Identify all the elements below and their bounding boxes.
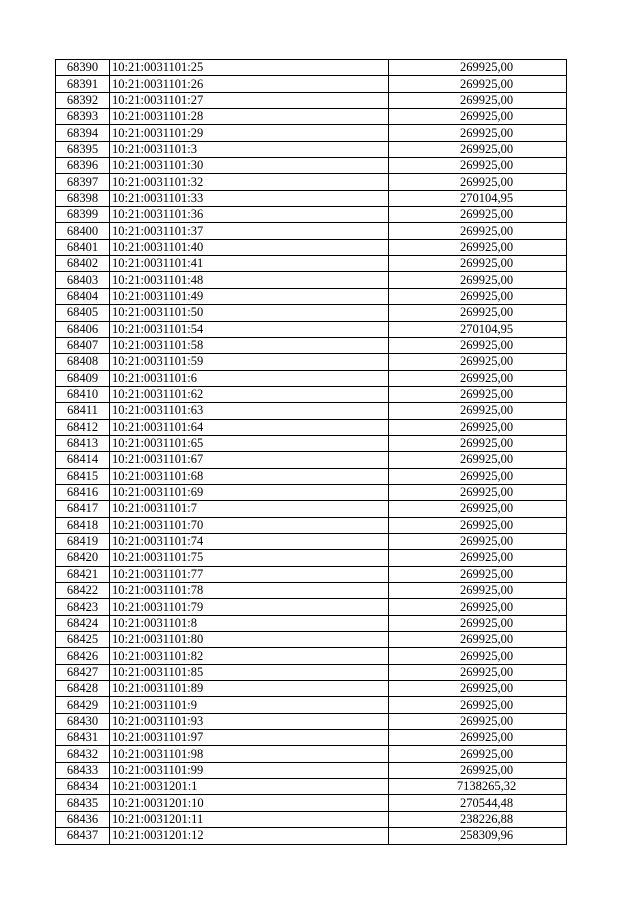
table-row (56, 337, 567, 353)
table-row (56, 223, 567, 239)
table-row (56, 321, 567, 337)
cadastral-value-cell: 270104,95 (389, 321, 567, 337)
cadastral-value-cell: 269925,00 (389, 435, 567, 451)
row-number-cell: 68403 (56, 272, 110, 288)
cadastral-number-cell: 10:21:0031101:75 (110, 550, 389, 566)
table-row (56, 141, 567, 157)
cadastral-value-cell: 269925,00 (389, 92, 567, 108)
cadastral-value-cell: 7138265,32 (389, 779, 567, 795)
cadastral-value-cell: 269925,00 (389, 468, 567, 484)
row-number-cell: 68415 (56, 468, 110, 484)
cadastral-number-cell: 10:21:0031101:82 (110, 648, 389, 664)
row-number-cell: 68404 (56, 288, 110, 304)
cadastral-value-cell: 258309,96 (389, 828, 567, 844)
cadastral-value-cell: 269925,00 (389, 664, 567, 680)
cadastral-number-cell: 10:21:0031101:58 (110, 337, 389, 353)
row-number-cell: 68408 (56, 354, 110, 370)
row-number-cell: 68426 (56, 648, 110, 664)
row-number-cell: 68401 (56, 239, 110, 255)
cadastral-number-cell: 10:21:0031101:64 (110, 419, 389, 435)
table-row (56, 648, 567, 664)
cadastral-value-cell: 269925,00 (389, 403, 567, 419)
cadastral-value-cell: 269925,00 (389, 141, 567, 157)
cadastral-value-cell: 269925,00 (389, 762, 567, 778)
cadastral-number-cell: 10:21:0031201:12 (110, 828, 389, 844)
row-number-cell: 68402 (56, 256, 110, 272)
cadastral-number-cell: 10:21:0031101:9 (110, 697, 389, 713)
cadastral-number-cell: 10:21:0031101:32 (110, 174, 389, 190)
cadastral-number-cell: 10:21:0031101:93 (110, 713, 389, 729)
table-row (56, 419, 567, 435)
cadastral-value-cell: 269925,00 (389, 713, 567, 729)
cadastral-number-cell: 10:21:0031101:69 (110, 484, 389, 500)
cadastral-number-cell: 10:21:0031101:49 (110, 288, 389, 304)
row-number-cell: 68433 (56, 762, 110, 778)
row-number-cell: 68416 (56, 484, 110, 500)
row-number-cell: 68410 (56, 386, 110, 402)
cadastral-value-cell: 269925,00 (389, 730, 567, 746)
table-row (56, 697, 567, 713)
table-row (56, 109, 567, 125)
table-row (56, 599, 567, 615)
row-number-cell: 68413 (56, 435, 110, 451)
row-number-cell: 68394 (56, 125, 110, 141)
row-number-cell: 68414 (56, 452, 110, 468)
table-row (56, 256, 567, 272)
table-row (56, 795, 567, 811)
cadastral-number-cell: 10:21:0031101:6 (110, 370, 389, 386)
cadastral-value-cell: 269925,00 (389, 174, 567, 190)
cadastral-number-cell: 10:21:0031101:59 (110, 354, 389, 370)
cadastral-number-cell: 10:21:0031101:33 (110, 190, 389, 206)
table-row (56, 125, 567, 141)
cadastral-value-cell: 269925,00 (389, 746, 567, 762)
table-row (56, 779, 567, 795)
row-number-cell: 68419 (56, 533, 110, 549)
row-number-cell: 68395 (56, 141, 110, 157)
cadastral-value-cell: 269925,00 (389, 337, 567, 353)
row-number-cell: 68420 (56, 550, 110, 566)
table-row (56, 207, 567, 223)
row-number-cell: 68392 (56, 92, 110, 108)
row-number-cell: 68390 (56, 60, 110, 76)
row-number-cell: 68435 (56, 795, 110, 811)
row-number-cell: 68436 (56, 811, 110, 827)
row-number-cell: 68424 (56, 615, 110, 631)
row-number-cell: 68430 (56, 713, 110, 729)
row-number-cell: 68417 (56, 501, 110, 517)
cadastral-number-cell: 10:21:0031101:80 (110, 632, 389, 648)
cadastral-value-cell: 269925,00 (389, 681, 567, 697)
table-row (56, 76, 567, 92)
cadastral-value-cell: 269925,00 (389, 615, 567, 631)
row-number-cell: 68409 (56, 370, 110, 386)
cadastral-number-cell: 10:21:0031101:70 (110, 517, 389, 533)
cadastral-value-cell: 269925,00 (389, 697, 567, 713)
row-number-cell: 68406 (56, 321, 110, 337)
cadastral-number-cell: 10:21:0031101:79 (110, 599, 389, 615)
table-row (56, 615, 567, 631)
cadastral-value-table (55, 59, 567, 845)
row-number-cell: 68421 (56, 566, 110, 582)
row-number-cell: 68397 (56, 174, 110, 190)
cadastral-number-cell: 10:21:0031101:77 (110, 566, 389, 582)
cadastral-value-cell: 269925,00 (389, 533, 567, 549)
cadastral-value-cell: 269925,00 (389, 566, 567, 582)
row-number-cell: 68437 (56, 828, 110, 844)
table-row (56, 664, 567, 680)
row-number-cell: 68422 (56, 583, 110, 599)
cadastral-value-cell: 269925,00 (389, 256, 567, 272)
row-number-cell: 68398 (56, 190, 110, 206)
cadastral-number-cell: 10:21:0031101:54 (110, 321, 389, 337)
row-number-cell: 68396 (56, 158, 110, 174)
document-page (55, 59, 566, 845)
cadastral-value-cell: 269925,00 (389, 599, 567, 615)
cadastral-number-cell: 10:21:0031101:3 (110, 141, 389, 157)
row-number-cell: 68431 (56, 730, 110, 746)
row-number-cell: 68411 (56, 403, 110, 419)
row-number-cell: 68399 (56, 207, 110, 223)
table-row (56, 60, 567, 76)
cadastral-number-cell: 10:21:0031101:30 (110, 158, 389, 174)
cadastral-number-cell: 10:21:0031201:10 (110, 795, 389, 811)
cadastral-number-cell: 10:21:0031101:8 (110, 615, 389, 631)
table-row (56, 452, 567, 468)
table-row (56, 566, 567, 582)
cadastral-number-cell: 10:21:0031101:89 (110, 681, 389, 697)
cadastral-number-cell: 10:21:0031101:27 (110, 92, 389, 108)
table-row (56, 272, 567, 288)
table-row (56, 632, 567, 648)
cadastral-value-cell: 269925,00 (389, 452, 567, 468)
table-row (56, 713, 567, 729)
cadastral-value-cell: 269925,00 (389, 60, 567, 76)
cadastral-value-cell: 269925,00 (389, 501, 567, 517)
cadastral-value-cell: 269925,00 (389, 419, 567, 435)
cadastral-number-cell: 10:21:0031101:62 (110, 386, 389, 402)
row-number-cell: 68400 (56, 223, 110, 239)
cadastral-value-cell: 269925,00 (389, 583, 567, 599)
table-row (56, 288, 567, 304)
table-row (56, 435, 567, 451)
table-row (56, 533, 567, 549)
cadastral-number-cell: 10:21:0031101:63 (110, 403, 389, 419)
cadastral-value-cell: 269925,00 (389, 632, 567, 648)
cadastral-number-cell: 10:21:0031101:7 (110, 501, 389, 517)
cadastral-value-cell: 269925,00 (389, 125, 567, 141)
cadastral-value-cell: 269925,00 (389, 223, 567, 239)
cadastral-number-cell: 10:21:0031101:25 (110, 60, 389, 76)
cadastral-value-cell: 269925,00 (389, 76, 567, 92)
row-number-cell: 68412 (56, 419, 110, 435)
cadastral-number-cell: 10:21:0031101:97 (110, 730, 389, 746)
cadastral-number-cell: 10:21:0031101:67 (110, 452, 389, 468)
table-row (56, 484, 567, 500)
cadastral-value-cell: 269925,00 (389, 207, 567, 223)
cadastral-number-cell: 10:21:0031101:36 (110, 207, 389, 223)
cadastral-number-cell: 10:21:0031101:68 (110, 468, 389, 484)
cadastral-number-cell: 10:21:0031101:26 (110, 76, 389, 92)
row-number-cell: 68432 (56, 746, 110, 762)
cadastral-value-cell: 269925,00 (389, 158, 567, 174)
cadastral-value-cell: 269925,00 (389, 648, 567, 664)
table-row (56, 386, 567, 402)
table-row (56, 811, 567, 827)
cadastral-value-cell: 269925,00 (389, 288, 567, 304)
cadastral-number-cell: 10:21:0031101:41 (110, 256, 389, 272)
table-row (56, 746, 567, 762)
row-number-cell: 68427 (56, 664, 110, 680)
cadastral-number-cell: 10:21:0031201:11 (110, 811, 389, 827)
cadastral-value-cell: 269925,00 (389, 109, 567, 125)
row-number-cell: 68405 (56, 305, 110, 321)
cadastral-value-cell: 269925,00 (389, 272, 567, 288)
table-row (56, 239, 567, 255)
cadastral-value-cell: 270544,48 (389, 795, 567, 811)
cadastral-number-cell: 10:21:0031101:98 (110, 746, 389, 762)
table-row (56, 583, 567, 599)
cadastral-value-cell: 269925,00 (389, 517, 567, 533)
table-row (56, 403, 567, 419)
cadastral-value-cell: 269925,00 (389, 354, 567, 370)
table-row (56, 762, 567, 778)
cadastral-number-cell: 10:21:0031101:28 (110, 109, 389, 125)
cadastral-value-cell: 269925,00 (389, 239, 567, 255)
row-number-cell: 68423 (56, 599, 110, 615)
table-row (56, 550, 567, 566)
row-number-cell: 68428 (56, 681, 110, 697)
table-body (56, 60, 567, 845)
row-number-cell: 68429 (56, 697, 110, 713)
table-row (56, 517, 567, 533)
cadastral-number-cell: 10:21:0031101:40 (110, 239, 389, 255)
cadastral-value-cell: 270104,95 (389, 190, 567, 206)
cadastral-number-cell: 10:21:0031201:1 (110, 779, 389, 795)
cadastral-value-cell: 269925,00 (389, 484, 567, 500)
cadastral-value-cell: 269925,00 (389, 550, 567, 566)
cadastral-number-cell: 10:21:0031101:99 (110, 762, 389, 778)
table-row (56, 828, 567, 844)
cadastral-number-cell: 10:21:0031101:48 (110, 272, 389, 288)
cadastral-number-cell: 10:21:0031101:29 (110, 125, 389, 141)
cadastral-value-cell: 269925,00 (389, 305, 567, 321)
cadastral-value-cell: 269925,00 (389, 370, 567, 386)
table-row (56, 730, 567, 746)
cadastral-number-cell: 10:21:0031101:78 (110, 583, 389, 599)
cadastral-number-cell: 10:21:0031101:65 (110, 435, 389, 451)
cadastral-value-cell: 238226,88 (389, 811, 567, 827)
table-row (56, 681, 567, 697)
table-row (56, 370, 567, 386)
table-row (56, 501, 567, 517)
row-number-cell: 68425 (56, 632, 110, 648)
table-row (56, 190, 567, 206)
cadastral-value-cell: 269925,00 (389, 386, 567, 402)
table-row (56, 305, 567, 321)
cadastral-number-cell: 10:21:0031101:37 (110, 223, 389, 239)
row-number-cell: 68393 (56, 109, 110, 125)
cadastral-number-cell: 10:21:0031101:85 (110, 664, 389, 680)
cadastral-number-cell: 10:21:0031101:50 (110, 305, 389, 321)
row-number-cell: 68391 (56, 76, 110, 92)
table-row (56, 468, 567, 484)
cadastral-number-cell: 10:21:0031101:74 (110, 533, 389, 549)
row-number-cell: 68407 (56, 337, 110, 353)
row-number-cell: 68418 (56, 517, 110, 533)
table-row (56, 158, 567, 174)
table-row (56, 92, 567, 108)
table-row (56, 174, 567, 190)
table-row (56, 354, 567, 370)
row-number-cell: 68434 (56, 779, 110, 795)
